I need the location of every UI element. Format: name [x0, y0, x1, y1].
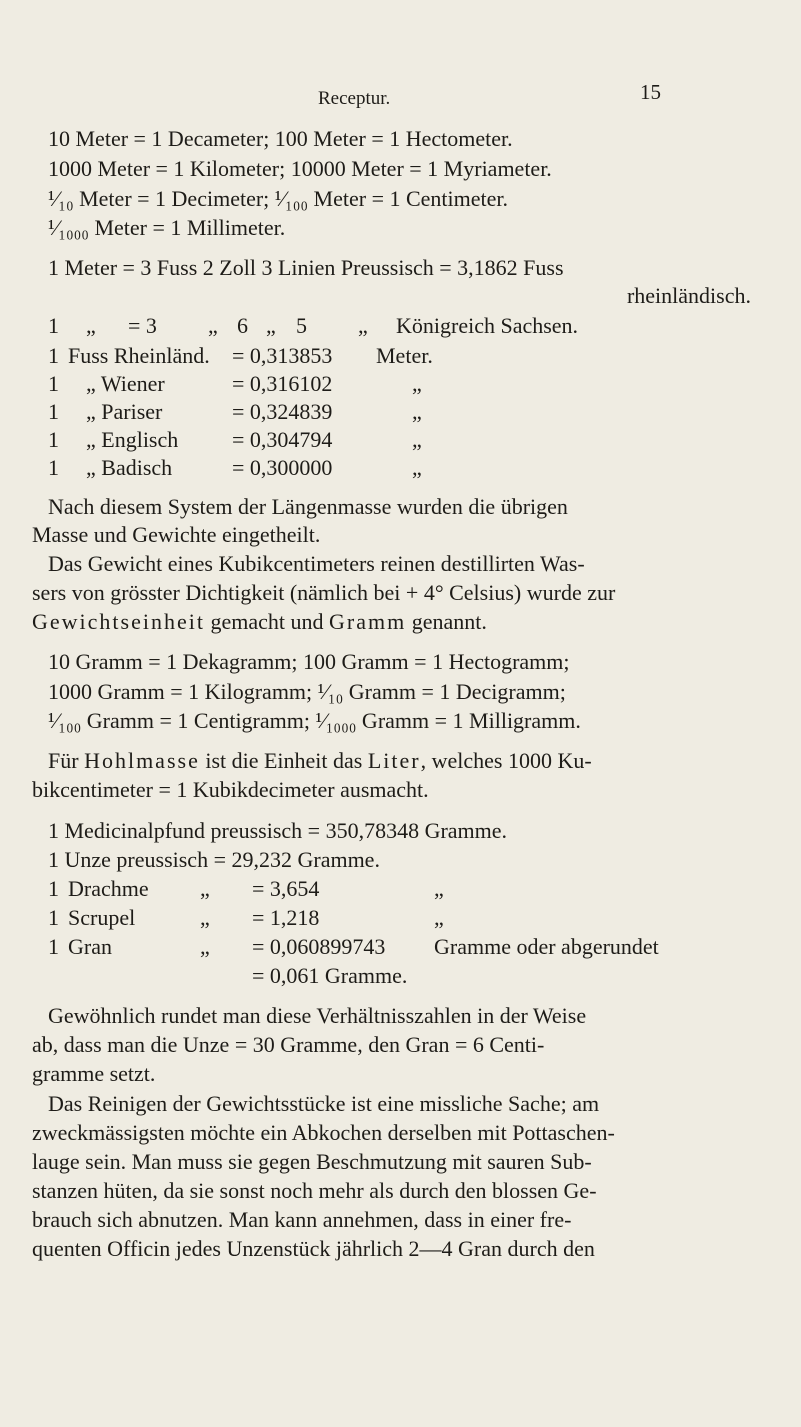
text-line: Das Reinigen der Gewichtsstücke ist eine missliche Sache; am [48, 1091, 600, 1116]
text-line: 10 Meter = 1 Decameter; 100 Meter = 1 Hectometer. [48, 126, 513, 151]
table-cell: Meter. [376, 343, 433, 368]
table-cell: 1 [48, 905, 59, 930]
table-cell: = 0,316102 [232, 371, 333, 396]
emphasis: Liter [367, 748, 421, 773]
text-line: zweckmässigsten möchte ein Abkochen derselben mit Pottaschen- [32, 1120, 615, 1145]
text-line: ¹⁄₁₀₀ Gramm = 1 Centigramm; ¹⁄₁₀₀₀ Gramm = 1 Milligramm. [48, 708, 581, 733]
saxony-cell: 5 [296, 313, 307, 338]
text-line: lauge sein. Man muss sie gegen Beschmutzung mit sauren Sub- [32, 1149, 592, 1174]
saxony-cell: „ [266, 313, 276, 338]
table-cell: „ Wiener [86, 371, 165, 396]
text-line: ab, dass man die Unze = 30 Gramme, den Gran = 6 Centi- [32, 1032, 545, 1057]
table-cell: „ [412, 371, 422, 396]
table-cell: „ [412, 427, 422, 452]
text-line: ¹⁄₁₀₀₀ Meter = 1 Millimeter. [48, 215, 286, 240]
saxony-cell: 1 [48, 313, 59, 338]
saxony-cell: „ [86, 313, 96, 338]
emphasis: Gramm [329, 609, 407, 634]
saxony-cell: „ [358, 313, 368, 338]
table-cell: „ [200, 934, 210, 959]
saxony-cell: 6 [237, 313, 248, 338]
text-line: Gewöhnlich rundet man diese Verhältnisszahlen in der Weise [48, 1003, 587, 1028]
text-line: sers von grösster Dichtigkeit (nämlich bei + 4° Celsius) wurde zur [32, 580, 616, 605]
text-line: 1000 Meter = 1 Kilometer; 10000 Meter = 1 Myriameter. [48, 156, 552, 181]
text-line [48, 748, 592, 774]
table-cell: Scrupel [68, 905, 136, 930]
table-cell: „ Englisch [86, 427, 179, 452]
table-cell: „ Badisch [86, 455, 173, 480]
table-cell: „ [200, 905, 210, 930]
table-cell: „ [200, 876, 210, 901]
text-line: Das Gewicht eines Kubikcentimeters reinen destillirten Was- [48, 551, 585, 576]
text-run: gemacht und [204, 609, 329, 634]
text-line [32, 609, 487, 635]
text-run: ist die Einheit das [199, 748, 368, 773]
table-cell: „ [412, 455, 422, 480]
table-cell: = 1,218 [252, 905, 320, 930]
running-head: Receptur. [318, 88, 391, 109]
text-line: ¹⁄₁₀ Meter = 1 Decimeter; ¹⁄₁₀₀ Meter = 1 Centimeter. [48, 186, 509, 211]
saxony-cell: „ [208, 313, 218, 338]
emphasis: Gewichtseinheit [32, 609, 205, 634]
saxony-cell: = 3 [128, 313, 157, 338]
text-line: brauch sich abnutzen. Man kann annehmen, dass in einer fre- [32, 1207, 572, 1232]
text-run: Für [48, 748, 85, 773]
table-cell: Gran [68, 934, 112, 959]
table-cell: 1 [48, 455, 59, 480]
table-cell: = 0,304794 [232, 427, 333, 452]
text-line: rheinländisch. [626, 283, 751, 308]
table-cell: = 0,324839 [232, 399, 333, 424]
table-cell: 1 [48, 343, 59, 368]
text-line: gramme setzt. [32, 1061, 156, 1086]
table-cell: „ [412, 399, 422, 424]
text-line: 1 Meter = 3 Fuss 2 Zoll 3 Linien Preussisch = 3,1862 Fuss [48, 255, 564, 280]
table-cell: = 3,654 [252, 876, 320, 901]
text-run: , welches 1000 Ku- [420, 748, 592, 773]
page-number: 15 [640, 80, 661, 104]
table-cell: 1 [48, 934, 59, 959]
text-line: = 0,061 Gramme. [252, 963, 408, 988]
text-line: 1 Unze preussisch = 29,232 Gramme. [48, 847, 380, 872]
table-cell: „ [434, 876, 444, 901]
table-cell: = 0,313853 [232, 343, 333, 368]
text-line: Nach diesem System der Längenmasse wurden die übrigen [48, 494, 568, 519]
table-cell: = 0,300000 [232, 455, 333, 480]
table-cell: „ [434, 905, 444, 930]
text-line: 10 Gramm = 1 Dekagramm; 100 Gramm = 1 Hectogramm; [48, 649, 570, 674]
text-line: bikcentimeter = 1 Kubikdecimeter ausmacht. [32, 777, 429, 802]
table-cell: Gramme oder abgerundet [434, 934, 659, 959]
table-cell: Fuss Rheinländ. [68, 343, 210, 368]
text-run: genannt. [406, 609, 487, 634]
table-cell: „ Pariser [86, 399, 163, 424]
saxony-cell: Königreich Sachsen. [396, 313, 579, 338]
text-line: 1 Medicinalpfund preussisch = 350,78348 Gramme. [48, 818, 508, 843]
table-cell: 1 [48, 876, 59, 901]
table-cell: 1 [48, 371, 59, 396]
table-cell: Drachme [68, 876, 149, 901]
text-line: Masse und Gewichte eingetheilt. [32, 522, 321, 547]
text-line: stanzen hüten, da sie sonst noch mehr als durch den blossen Ge- [32, 1178, 597, 1203]
emphasis: Hohlmasse [84, 748, 200, 773]
text-line: 1000 Gramm = 1 Kilogramm; ¹⁄₁₀ Gramm = 1 Decigramm; [48, 679, 566, 704]
text-line: quenten Officin jedes Unzenstück jährlich 2—4 Gran durch den [32, 1236, 595, 1261]
table-cell: = 0,060899743 [252, 934, 386, 959]
table-cell: 1 [48, 427, 59, 452]
table-cell: 1 [48, 399, 59, 424]
